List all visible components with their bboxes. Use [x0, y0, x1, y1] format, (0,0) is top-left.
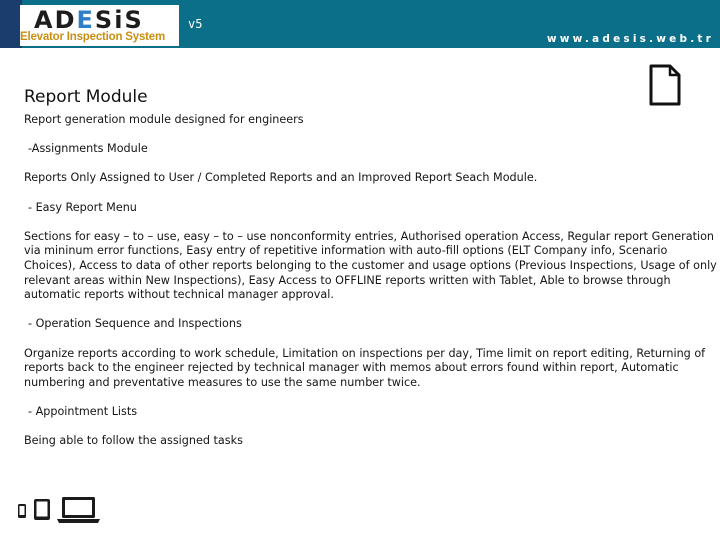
section-body: Sections for easy – to – use, easy – to – use nonconformity entries, Authorised operation Access, Regular report Generation via mininum error functions, Easy entry of repetitive information with auto-fill options (ELT Company info, Scenario Choices), Access to data of other reports belonging to the customer and usage options (Previous Inspections, Usage of only relevant areas within New Inspections), Easy Access to OFFLINE reports written with Tablet, Able to browse through automatic reports without technical manager approval.: [24, 229, 717, 302]
section-heading: - Operation Sequence and Inspections: [28, 317, 242, 331]
brand-logo: [20, 5, 179, 46]
module-description: [24, 113, 718, 463]
section-body: Reports Only Assigned to User / Completed Reports and an Improved Report Seach Module.: [24, 171, 538, 185]
phone-icon: [18, 504, 26, 518]
header-accent-stripe: [0, 0, 22, 48]
tablet-icon: [34, 499, 50, 520]
document-icon: [648, 64, 682, 107]
section-body: Being able to follow the assigned tasks: [24, 434, 243, 448]
intro-text: Report generation module designed for engineers: [24, 113, 304, 126]
website-link[interactable]: www.adesis.web.tr: [546, 33, 714, 45]
header-bar: [0, 0, 720, 48]
logo-wordmark: ADESiS: [34, 6, 144, 34]
devices-illustration: [16, 494, 102, 524]
logo-tagline: Elevator Inspection System: [20, 31, 165, 43]
section-heading: - Easy Report Menu: [28, 200, 137, 214]
page-title: Report Module: [24, 87, 148, 107]
section-heading: - Appointment Lists: [28, 404, 138, 418]
laptop-icon: [57, 497, 100, 523]
section-body: Organize reports according to work schedule, Limitation on inspections per day, Time limit on report editing, Returning of reports back to the engineer rejected by technical manager with memos about errors found within report, Automatic numbering and preventative measures to use the same number twice.: [24, 346, 706, 389]
version-label: v5: [188, 17, 203, 31]
section-heading: -Assignments Module: [28, 142, 148, 156]
